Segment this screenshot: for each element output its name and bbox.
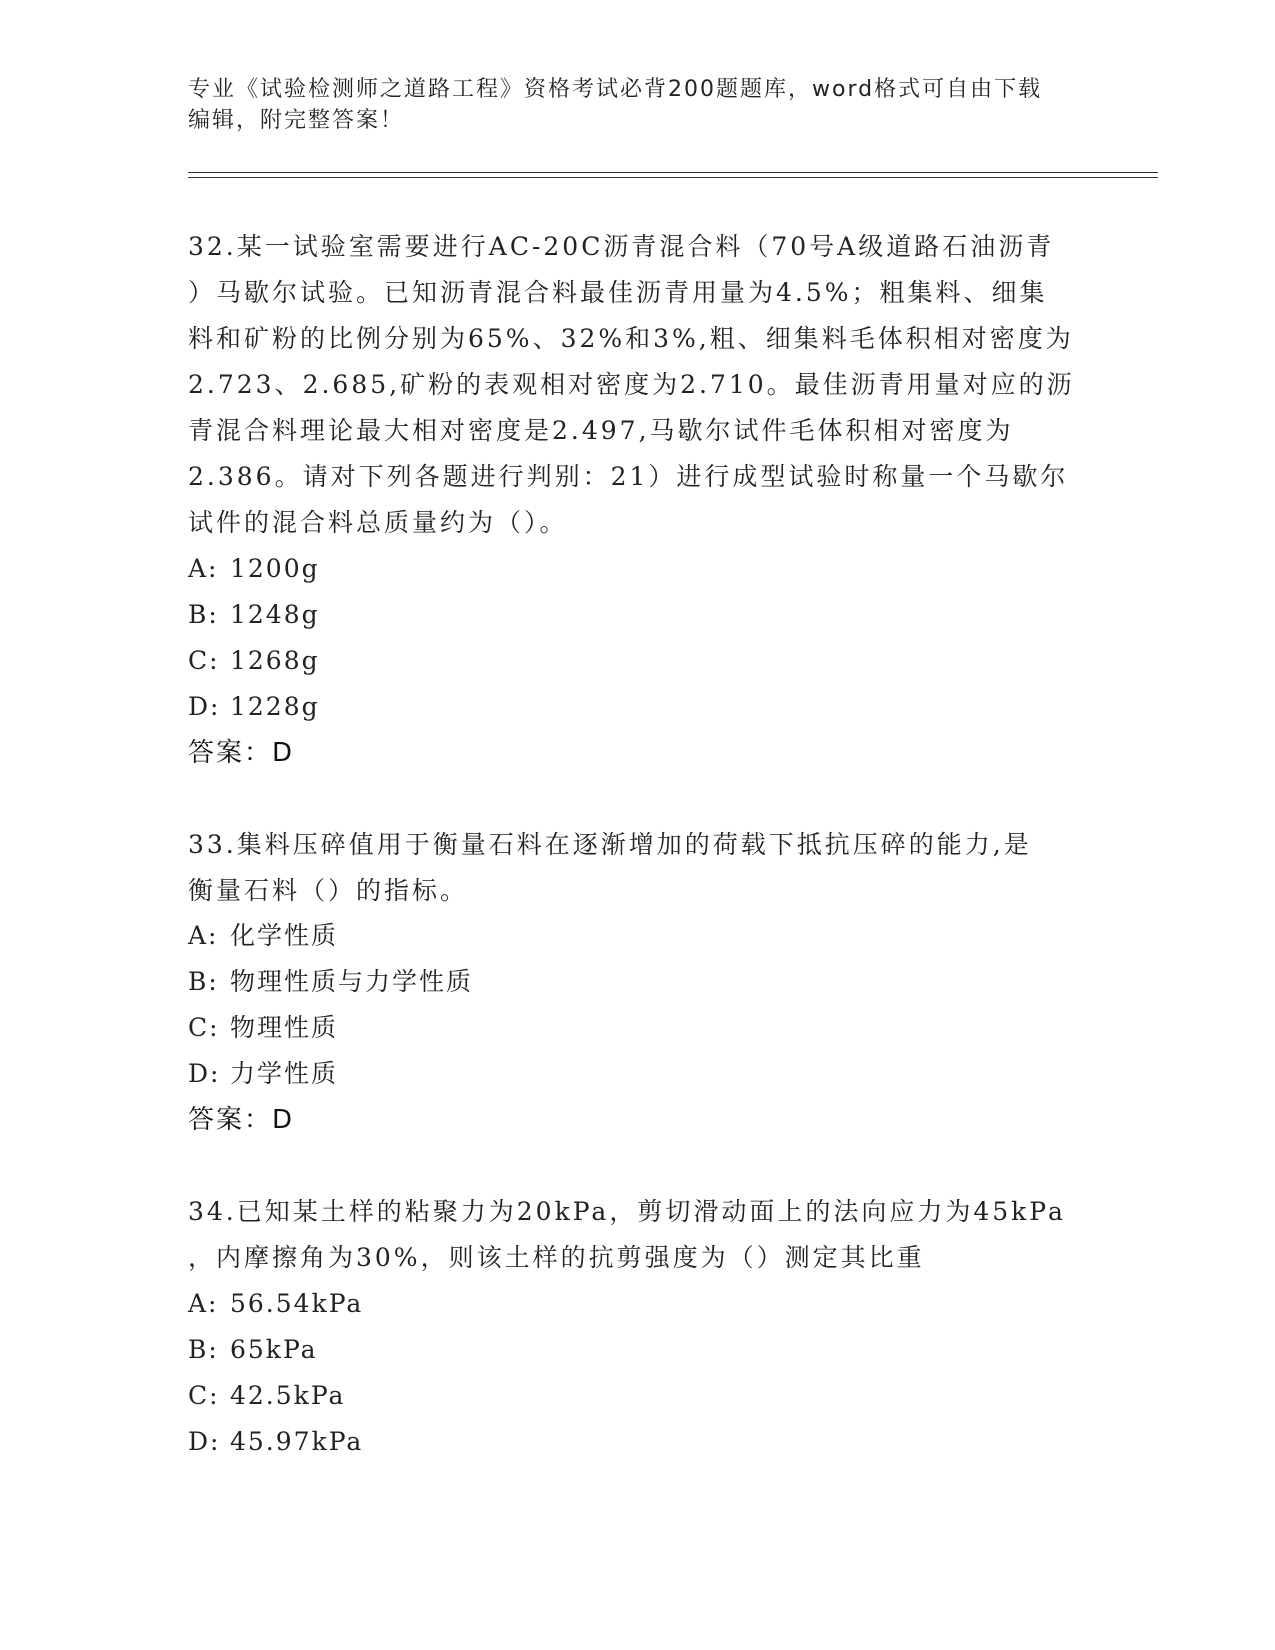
question-line: ，内摩擦角为30%，则该土样的抗剪强度为（）测定其比重 [188,1243,925,1272]
option-text: 65kPa [230,1335,318,1364]
option-label: C: [188,1381,220,1410]
question-32-answer: 答案：D [188,738,295,768]
question-line: 2.386。请对下列各题进行判别：21）进行成型试验时称量一个马歇尔 [188,462,1069,491]
header-title-line-2: 编辑，附完整答案！ [188,108,405,133]
question-32-option-b [188,592,1088,638]
option-label: A: [188,1289,219,1318]
question-32-option-d [188,684,1088,730]
question-line: 料和矿粉的比例分别为65%、32%和3%,粗、细集料毛体积相对密度为 [188,324,1074,353]
header-title-line-1: 专业《试验检测师之道路工程》资格考试必背200题题库，word格式可自由下载 [188,77,1043,102]
option-text: 1228g [230,692,320,721]
question-line: 34.已知某土样的粘聚力为20kPa，剪切滑动面上的法向应力为45kPa [188,1197,1066,1226]
option-text: 物理性质与力学性质 [230,967,474,996]
question-line: 2.723、2.685,矿粉的表观相对密度为2.710。最佳沥青用量对应的沥 [188,370,1075,399]
question-34-option-c [188,1373,1088,1419]
question-33-option-d [188,1051,1088,1097]
option-text: 56.54kPa [230,1289,364,1318]
header-rule-bottom [188,177,1158,178]
option-text: 力学性质 [230,1059,339,1088]
option-label: D: [188,692,221,721]
question-34-option-b [188,1327,1088,1373]
question-33-option-b [188,959,1088,1005]
option-text: 物理性质 [230,1013,339,1042]
question-34-text [188,1189,1088,1281]
question-line: 青混合料理论最大相对密度是2.497,马歇尔试件毛体积相对密度为 [188,416,1014,445]
question-34-option-d [188,1419,1088,1465]
option-text: 1248g [230,600,320,629]
question-32-option-c [188,638,1088,684]
question-33-option-c [188,1005,1088,1051]
option-label: C: [188,1013,220,1042]
question-32-text [188,224,1088,546]
option-label: D: [188,1427,221,1456]
question-33-text [188,822,1088,914]
question-line: ）马歇尔试验。已知沥青混合料最佳沥青用量为4.5%；粗集料、细集 [188,278,1048,307]
question-line: 衡量石料（）的指标。 [188,876,469,905]
document-header [188,74,1088,136]
option-text: 1200g [230,554,320,583]
question-line: 33.集料压碎值用于衡量石料在逐渐增加的荷载下抵抗压碎的能力,是 [188,830,1032,859]
option-label: A: [188,921,219,950]
option-text: 42.5kPa [230,1381,346,1410]
question-33-option-a [188,913,1088,959]
option-label: C: [188,646,220,675]
option-label: B: [188,1335,219,1364]
option-text: 化学性质 [230,921,339,950]
option-label: A: [188,554,219,583]
header-rule-top [188,172,1158,173]
option-text: 45.97kPa [230,1427,364,1456]
option-label: B: [188,967,219,996]
question-32-option-a [188,546,1088,592]
question-line: 试件的混合料总质量约为（）。 [188,508,568,537]
option-text: 1268g [230,646,320,675]
option-label: B: [188,600,219,629]
question-34-option-a [188,1281,1088,1327]
question-line: 32.某一试验室需要进行AC-20C沥青混合料（70号A级道路石油沥青 [188,232,1055,261]
question-33-answer: 答案：D [188,1105,295,1135]
option-label: D: [188,1059,221,1088]
